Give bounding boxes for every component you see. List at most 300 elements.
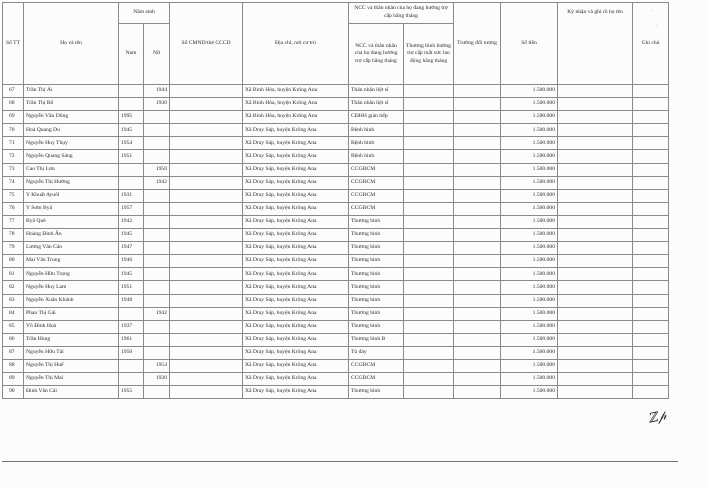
row-beneficiary bbox=[454, 346, 501, 359]
row-birth-male: 1937 bbox=[119, 320, 144, 333]
row-beneficiary bbox=[454, 124, 501, 137]
row-stt: 75 bbox=[3, 189, 24, 202]
row-id-card bbox=[170, 333, 243, 346]
row-beneficiary bbox=[454, 242, 501, 255]
table-row bbox=[3, 294, 669, 307]
table-row bbox=[3, 359, 669, 372]
row-beneficiary bbox=[454, 111, 501, 124]
row-id-card bbox=[170, 202, 243, 215]
row-signature bbox=[558, 281, 633, 294]
row-name: Byă Quê bbox=[24, 215, 119, 228]
row-birth-male: 1995 bbox=[119, 111, 144, 124]
row-beneficiary bbox=[454, 176, 501, 189]
row-note bbox=[633, 268, 669, 281]
header-ncc-group: NCC và thân nhân của họ đang hưởng trợ cấp hằng tháng bbox=[349, 3, 454, 24]
row-stt: 76 bbox=[3, 202, 24, 215]
row-amount: 1.500.000 bbox=[501, 281, 558, 294]
row-name: Nguyễn Quang Sáng bbox=[24, 150, 119, 163]
row-address: Xã Dray Sáp, huyện Krông Ana bbox=[243, 150, 349, 163]
row-note bbox=[633, 242, 669, 255]
row-id-card bbox=[170, 137, 243, 150]
row-ncc-status: Thương binh bbox=[349, 255, 404, 268]
header-male: Nam bbox=[119, 24, 144, 85]
table-row bbox=[3, 255, 669, 268]
row-id-card bbox=[170, 386, 243, 399]
row-ncc-status: Thương binh bbox=[349, 281, 404, 294]
row-ncc-sub2 bbox=[404, 85, 454, 98]
row-birth-female bbox=[144, 202, 170, 215]
row-name: Nguyễn Thị Huế bbox=[24, 359, 119, 372]
row-beneficiary bbox=[454, 333, 501, 346]
row-note bbox=[633, 189, 669, 202]
table-row bbox=[3, 111, 669, 124]
row-amount: 1.500.000 bbox=[501, 242, 558, 255]
row-note bbox=[633, 111, 669, 124]
table-row bbox=[3, 189, 669, 202]
row-amount: 1.500.000 bbox=[501, 294, 558, 307]
table-row bbox=[3, 333, 669, 346]
row-ncc-status: Thân nhân liệt sĩ bbox=[349, 98, 404, 111]
row-beneficiary bbox=[454, 189, 501, 202]
row-beneficiary bbox=[454, 268, 501, 281]
row-name: Lương Văn Cán bbox=[24, 242, 119, 255]
row-note bbox=[633, 124, 669, 137]
table-row bbox=[3, 137, 669, 150]
row-stt: 79 bbox=[3, 242, 24, 255]
row-ncc-sub2 bbox=[404, 111, 454, 124]
row-note bbox=[633, 163, 669, 176]
row-ncc-status: Thương binh B bbox=[349, 333, 404, 346]
row-signature bbox=[558, 98, 633, 111]
header-address: Địa chỉ, nơi cư trú bbox=[243, 3, 349, 85]
row-birth-male bbox=[119, 163, 144, 176]
row-name: Mai Văn Trung bbox=[24, 255, 119, 268]
row-ncc-status: CĐHH gián tiếp bbox=[349, 111, 404, 124]
table-row bbox=[3, 386, 669, 399]
row-beneficiary bbox=[454, 215, 501, 228]
row-birth-male: 1945 bbox=[119, 229, 144, 242]
table-row bbox=[3, 215, 669, 228]
row-id-card bbox=[170, 163, 243, 176]
row-birth-female bbox=[144, 346, 170, 359]
row-address: Xã Bình Hòa, huyện Krông Ana bbox=[243, 98, 349, 111]
row-name: Trần Hùng bbox=[24, 333, 119, 346]
row-stt: 89 bbox=[3, 373, 24, 386]
table-row bbox=[3, 268, 669, 281]
row-address: Xã Dray Sáp, huyện Krông Ana bbox=[243, 346, 349, 359]
row-ncc-status: Thương binh bbox=[349, 307, 404, 320]
row-ncc-status: Bệnh binh bbox=[349, 150, 404, 163]
row-address: Xã Dray Sáp, huyện Krông Ana bbox=[243, 255, 349, 268]
row-amount: 1.500.000 bbox=[501, 202, 558, 215]
row-stt: 77 bbox=[3, 215, 24, 228]
row-address: Xã Dray Sáp, huyện Krông Ana bbox=[243, 202, 349, 215]
row-id-card bbox=[170, 242, 243, 255]
row-stt: 80 bbox=[3, 255, 24, 268]
row-id-card bbox=[170, 85, 243, 98]
row-note bbox=[633, 202, 669, 215]
row-stt: 67 bbox=[3, 85, 24, 98]
row-stt: 88 bbox=[3, 359, 24, 372]
row-ncc-status: CCGĐCM bbox=[349, 176, 404, 189]
table-row bbox=[3, 242, 669, 255]
row-name: Nguyễn Huy Thụy bbox=[24, 137, 119, 150]
row-signature bbox=[558, 150, 633, 163]
row-beneficiary bbox=[454, 150, 501, 163]
row-note bbox=[633, 294, 669, 307]
row-stt: 90 bbox=[3, 386, 24, 399]
row-signature bbox=[558, 255, 633, 268]
row-address: Xã Bình Hòa, huyện Krông Ana bbox=[243, 111, 349, 124]
header-female: Nữ bbox=[144, 24, 170, 85]
header-signature: Ký nhận và ghi rõ họ tên bbox=[558, 3, 633, 85]
row-amount: 1.500.000 bbox=[501, 163, 558, 176]
row-birth-male bbox=[119, 373, 144, 386]
row-birth-male: 1946 bbox=[119, 255, 144, 268]
row-amount: 1.500.000 bbox=[501, 98, 558, 111]
table-row bbox=[3, 320, 669, 333]
row-beneficiary bbox=[454, 163, 501, 176]
row-id-card bbox=[170, 189, 243, 202]
row-amount: 1.500.000 bbox=[501, 189, 558, 202]
row-name: Nguyễn Văn Dũng bbox=[24, 111, 119, 124]
row-ncc-sub2 bbox=[404, 320, 454, 333]
row-birth-male: 1931 bbox=[119, 189, 144, 202]
row-amount: 1.500.000 bbox=[501, 229, 558, 242]
row-ncc-status: Thương binh bbox=[349, 320, 404, 333]
row-name: Trần Thị Bổ bbox=[24, 98, 119, 111]
row-birth-female bbox=[144, 215, 170, 228]
row-note bbox=[633, 386, 669, 399]
row-beneficiary bbox=[454, 373, 501, 386]
table-body bbox=[3, 85, 669, 399]
row-ncc-status: Bệnh binh bbox=[349, 137, 404, 150]
row-beneficiary bbox=[454, 85, 501, 98]
row-id-card bbox=[170, 294, 243, 307]
row-ncc-sub2 bbox=[404, 163, 454, 176]
row-birth-female bbox=[144, 124, 170, 137]
row-amount: 1.500.000 bbox=[501, 268, 558, 281]
row-signature bbox=[558, 202, 633, 215]
row-id-card bbox=[170, 124, 243, 137]
row-birth-female bbox=[144, 281, 170, 294]
row-address: Xã Dray Sáp, huyện Krông Ana bbox=[243, 268, 349, 281]
table-row bbox=[3, 176, 669, 189]
row-birth-female: 1950 bbox=[144, 163, 170, 176]
row-note bbox=[633, 333, 669, 346]
row-birth-female bbox=[144, 294, 170, 307]
row-note bbox=[633, 137, 669, 150]
row-amount: 1.500.000 bbox=[501, 150, 558, 163]
row-stt: 78 bbox=[3, 229, 24, 242]
table-row bbox=[3, 150, 669, 163]
row-birth-female bbox=[144, 229, 170, 242]
row-birth-female bbox=[144, 150, 170, 163]
row-beneficiary bbox=[454, 137, 501, 150]
row-birth-male: 1942 bbox=[119, 215, 144, 228]
row-signature bbox=[558, 176, 633, 189]
row-birth-female bbox=[144, 268, 170, 281]
row-note bbox=[633, 150, 669, 163]
row-stt: 69 bbox=[3, 111, 24, 124]
row-beneficiary bbox=[454, 98, 501, 111]
row-name: Phan Thị Gái bbox=[24, 307, 119, 320]
row-signature bbox=[558, 373, 633, 386]
row-ncc-sub2 bbox=[404, 386, 454, 399]
row-ncc-status: Thương binh bbox=[349, 268, 404, 281]
row-signature bbox=[558, 294, 633, 307]
row-birth-female bbox=[144, 255, 170, 268]
row-address: Xã Dray Sáp, huyện Krông Ana bbox=[243, 229, 349, 242]
row-signature bbox=[558, 229, 633, 242]
row-address: Xã Bình Hòa, huyện Krông Ana bbox=[243, 85, 349, 98]
row-id-card bbox=[170, 373, 243, 386]
row-birth-male: 1951 bbox=[119, 281, 144, 294]
row-signature bbox=[558, 386, 633, 399]
row-ncc-status: Thương binh bbox=[349, 242, 404, 255]
row-name: Cao Thị Lưu bbox=[24, 163, 119, 176]
row-name: Y Sơm Byă bbox=[24, 202, 119, 215]
row-amount: 1.500.000 bbox=[501, 111, 558, 124]
row-birth-male: 1950 bbox=[119, 346, 144, 359]
header-amount: Số tiền bbox=[501, 3, 558, 85]
row-ncc-status: CCGĐCM bbox=[349, 202, 404, 215]
row-amount: 1.500.000 bbox=[501, 346, 558, 359]
header-birth-year: Năm sinh bbox=[119, 3, 170, 24]
row-note bbox=[633, 359, 669, 372]
row-ncc-sub2 bbox=[404, 189, 454, 202]
row-stt: 82 bbox=[3, 281, 24, 294]
row-address: Xã Dray Sáp, huyện Krông Ana bbox=[243, 373, 349, 386]
row-ncc-status: CCGĐCM bbox=[349, 189, 404, 202]
row-birth-male bbox=[119, 176, 144, 189]
row-name: Nguyễn Huy Lam bbox=[24, 281, 119, 294]
row-ncc-sub2 bbox=[404, 307, 454, 320]
row-signature bbox=[558, 268, 633, 281]
row-amount: 1.500.000 bbox=[501, 373, 558, 386]
row-birth-male bbox=[119, 85, 144, 98]
row-signature bbox=[558, 163, 633, 176]
row-address: Xã Dray Sáp, huyện Krông Ana bbox=[243, 281, 349, 294]
row-beneficiary bbox=[454, 202, 501, 215]
signature-mark: ℤ𝓅 bbox=[646, 408, 669, 427]
row-amount: 1.500.000 bbox=[501, 386, 558, 399]
row-id-card bbox=[170, 359, 243, 372]
row-ncc-status: CCGĐCM bbox=[349, 359, 404, 372]
row-id-card bbox=[170, 176, 243, 189]
table-row bbox=[3, 281, 669, 294]
row-birth-female bbox=[144, 320, 170, 333]
row-ncc-status: Thương binh bbox=[349, 386, 404, 399]
corner-dot: · bbox=[651, 8, 653, 14]
row-stt: 73 bbox=[3, 163, 24, 176]
row-ncc-status: Thân nhân liệt sĩ bbox=[349, 85, 404, 98]
row-birth-female: 1930 bbox=[144, 373, 170, 386]
row-birth-female bbox=[144, 111, 170, 124]
row-birth-male bbox=[119, 98, 144, 111]
row-beneficiary bbox=[454, 281, 501, 294]
row-note bbox=[633, 281, 669, 294]
row-signature bbox=[558, 111, 633, 124]
row-address: Xã Dray Sáp, huyện Krông Ana bbox=[243, 189, 349, 202]
row-note bbox=[633, 346, 669, 359]
row-beneficiary bbox=[454, 386, 501, 399]
row-amount: 1.500.000 bbox=[501, 137, 558, 150]
row-note bbox=[633, 176, 669, 189]
row-name: Nguyễn Thị Hường bbox=[24, 176, 119, 189]
row-ncc-sub2 bbox=[404, 98, 454, 111]
row-note bbox=[633, 229, 669, 242]
row-ncc-sub2 bbox=[404, 202, 454, 215]
row-ncc-sub2 bbox=[404, 242, 454, 255]
row-address: Xã Dray Sáp, huyện Krông Ana bbox=[243, 294, 349, 307]
row-ncc-sub2 bbox=[404, 176, 454, 189]
row-address: Xã Dray Sáp, huyện Krông Ana bbox=[243, 307, 349, 320]
row-signature bbox=[558, 242, 633, 255]
row-signature bbox=[558, 189, 633, 202]
row-birth-male: 1954 bbox=[119, 137, 144, 150]
row-ncc-sub2 bbox=[404, 229, 454, 242]
row-id-card bbox=[170, 307, 243, 320]
row-birth-male: 1948 bbox=[119, 294, 144, 307]
row-ncc-status: Tù đày bbox=[349, 346, 404, 359]
row-signature bbox=[558, 85, 633, 98]
row-stt: 83 bbox=[3, 294, 24, 307]
row-stt: 74 bbox=[3, 176, 24, 189]
row-ncc-sub2 bbox=[404, 281, 454, 294]
row-amount: 1.500.000 bbox=[501, 176, 558, 189]
row-ncc-sub2 bbox=[404, 124, 454, 137]
row-name: Hoàng Đình Ấn bbox=[24, 229, 119, 242]
row-note bbox=[633, 320, 669, 333]
row-address: Xã Dray Sáp, huyện Krông Ana bbox=[243, 242, 349, 255]
row-address: Xã Dray Sáp, huyện Krông Ana bbox=[243, 320, 349, 333]
row-amount: 1.500.000 bbox=[501, 255, 558, 268]
row-ncc-status: Thương binh bbox=[349, 215, 404, 228]
row-id-card bbox=[170, 111, 243, 124]
row-id-card bbox=[170, 215, 243, 228]
row-birth-female: 1942 bbox=[144, 176, 170, 189]
row-name: Y Khuất Ayuôl bbox=[24, 189, 119, 202]
row-birth-female bbox=[144, 242, 170, 255]
row-signature bbox=[558, 320, 633, 333]
row-note bbox=[633, 85, 669, 98]
row-amount: 1.500.000 bbox=[501, 320, 558, 333]
table-row bbox=[3, 98, 669, 111]
row-id-card bbox=[170, 98, 243, 111]
row-birth-female bbox=[144, 189, 170, 202]
table-row bbox=[3, 373, 669, 386]
header-stt: Số TT bbox=[3, 3, 24, 85]
row-signature bbox=[558, 346, 633, 359]
row-birth-male bbox=[119, 359, 144, 372]
row-signature bbox=[558, 307, 633, 320]
row-stt: 87 bbox=[3, 346, 24, 359]
header-id-card: Số CMND/thẻ CCCD bbox=[170, 3, 243, 85]
row-beneficiary bbox=[454, 229, 501, 242]
row-ncc-sub2 bbox=[404, 215, 454, 228]
row-address: Xã Dray Sáp, huyện Krông Ana bbox=[243, 163, 349, 176]
row-name: Nguyễn Hữu Trọng bbox=[24, 268, 119, 281]
row-stt: 84 bbox=[3, 307, 24, 320]
bottom-rule bbox=[2, 461, 678, 462]
row-beneficiary bbox=[454, 320, 501, 333]
row-name: Nguyễn Hữu Tài bbox=[24, 346, 119, 359]
row-ncc-sub2 bbox=[404, 137, 454, 150]
header-beneficiary: Trường đối tượng bbox=[454, 3, 501, 85]
row-name: Võ Đình Hoà bbox=[24, 320, 119, 333]
row-name: Hoà Quang Du bbox=[24, 124, 119, 137]
row-address: Xã Dray Sáp, huyện Krông Ana bbox=[243, 137, 349, 150]
row-id-card bbox=[170, 255, 243, 268]
row-signature bbox=[558, 333, 633, 346]
row-name: Nguyễn Thị Mai bbox=[24, 373, 119, 386]
row-id-card bbox=[170, 268, 243, 281]
header-name: Họ và tên bbox=[24, 3, 119, 85]
row-amount: 1.500.000 bbox=[501, 333, 558, 346]
row-birth-female bbox=[144, 333, 170, 346]
row-name: Đinh Văn Cải bbox=[24, 386, 119, 399]
row-ncc-sub2 bbox=[404, 294, 454, 307]
row-birth-male bbox=[119, 307, 144, 320]
row-ncc-sub2 bbox=[404, 346, 454, 359]
row-address: Xã Dray Sáp, huyện Krông Ana bbox=[243, 124, 349, 137]
row-ncc-sub2 bbox=[404, 359, 454, 372]
row-id-card bbox=[170, 320, 243, 333]
table-row bbox=[3, 163, 669, 176]
row-note bbox=[633, 373, 669, 386]
row-address: Xã Dray Sáp, huyện Krông Ana bbox=[243, 333, 349, 346]
row-birth-female bbox=[144, 386, 170, 399]
row-stt: 81 bbox=[3, 268, 24, 281]
row-beneficiary bbox=[454, 359, 501, 372]
table-row bbox=[3, 202, 669, 215]
beneficiary-table bbox=[2, 2, 669, 399]
row-stt: 86 bbox=[3, 333, 24, 346]
row-stt: 71 bbox=[3, 137, 24, 150]
row-ncc-sub2 bbox=[404, 255, 454, 268]
row-note bbox=[633, 215, 669, 228]
row-signature bbox=[558, 359, 633, 372]
row-stt: 70 bbox=[3, 124, 24, 137]
row-ncc-status: Bệnh binh bbox=[349, 124, 404, 137]
row-birth-male: 1947 bbox=[119, 242, 144, 255]
header-note: Ghi chú bbox=[633, 3, 669, 85]
row-ncc-status: Thương binh bbox=[349, 229, 404, 242]
table-row bbox=[3, 124, 669, 137]
corner-dot: . bbox=[656, 22, 658, 28]
row-birth-female: 1930 bbox=[144, 98, 170, 111]
row-address: Xã Dray Sáp, huyện Krông Ana bbox=[243, 359, 349, 372]
row-birth-female: 1944 bbox=[144, 85, 170, 98]
row-address: Xã Dray Sáp, huyện Krông Ana bbox=[243, 176, 349, 189]
row-id-card bbox=[170, 150, 243, 163]
row-birth-male: 1955 bbox=[119, 386, 144, 399]
row-id-card bbox=[170, 346, 243, 359]
row-id-card bbox=[170, 281, 243, 294]
row-amount: 1.500.000 bbox=[501, 124, 558, 137]
row-ncc-sub2 bbox=[404, 333, 454, 346]
row-note bbox=[633, 307, 669, 320]
row-ncc-sub2 bbox=[404, 373, 454, 386]
table-row bbox=[3, 346, 669, 359]
header-ncc-sub2: Thương binh hưởng trợ cấp mất sức lao động hằng tháng bbox=[404, 24, 454, 85]
row-amount: 1.500.000 bbox=[501, 215, 558, 228]
table-row bbox=[3, 229, 669, 242]
row-id-card bbox=[170, 229, 243, 242]
row-signature bbox=[558, 137, 633, 150]
row-beneficiary bbox=[454, 294, 501, 307]
